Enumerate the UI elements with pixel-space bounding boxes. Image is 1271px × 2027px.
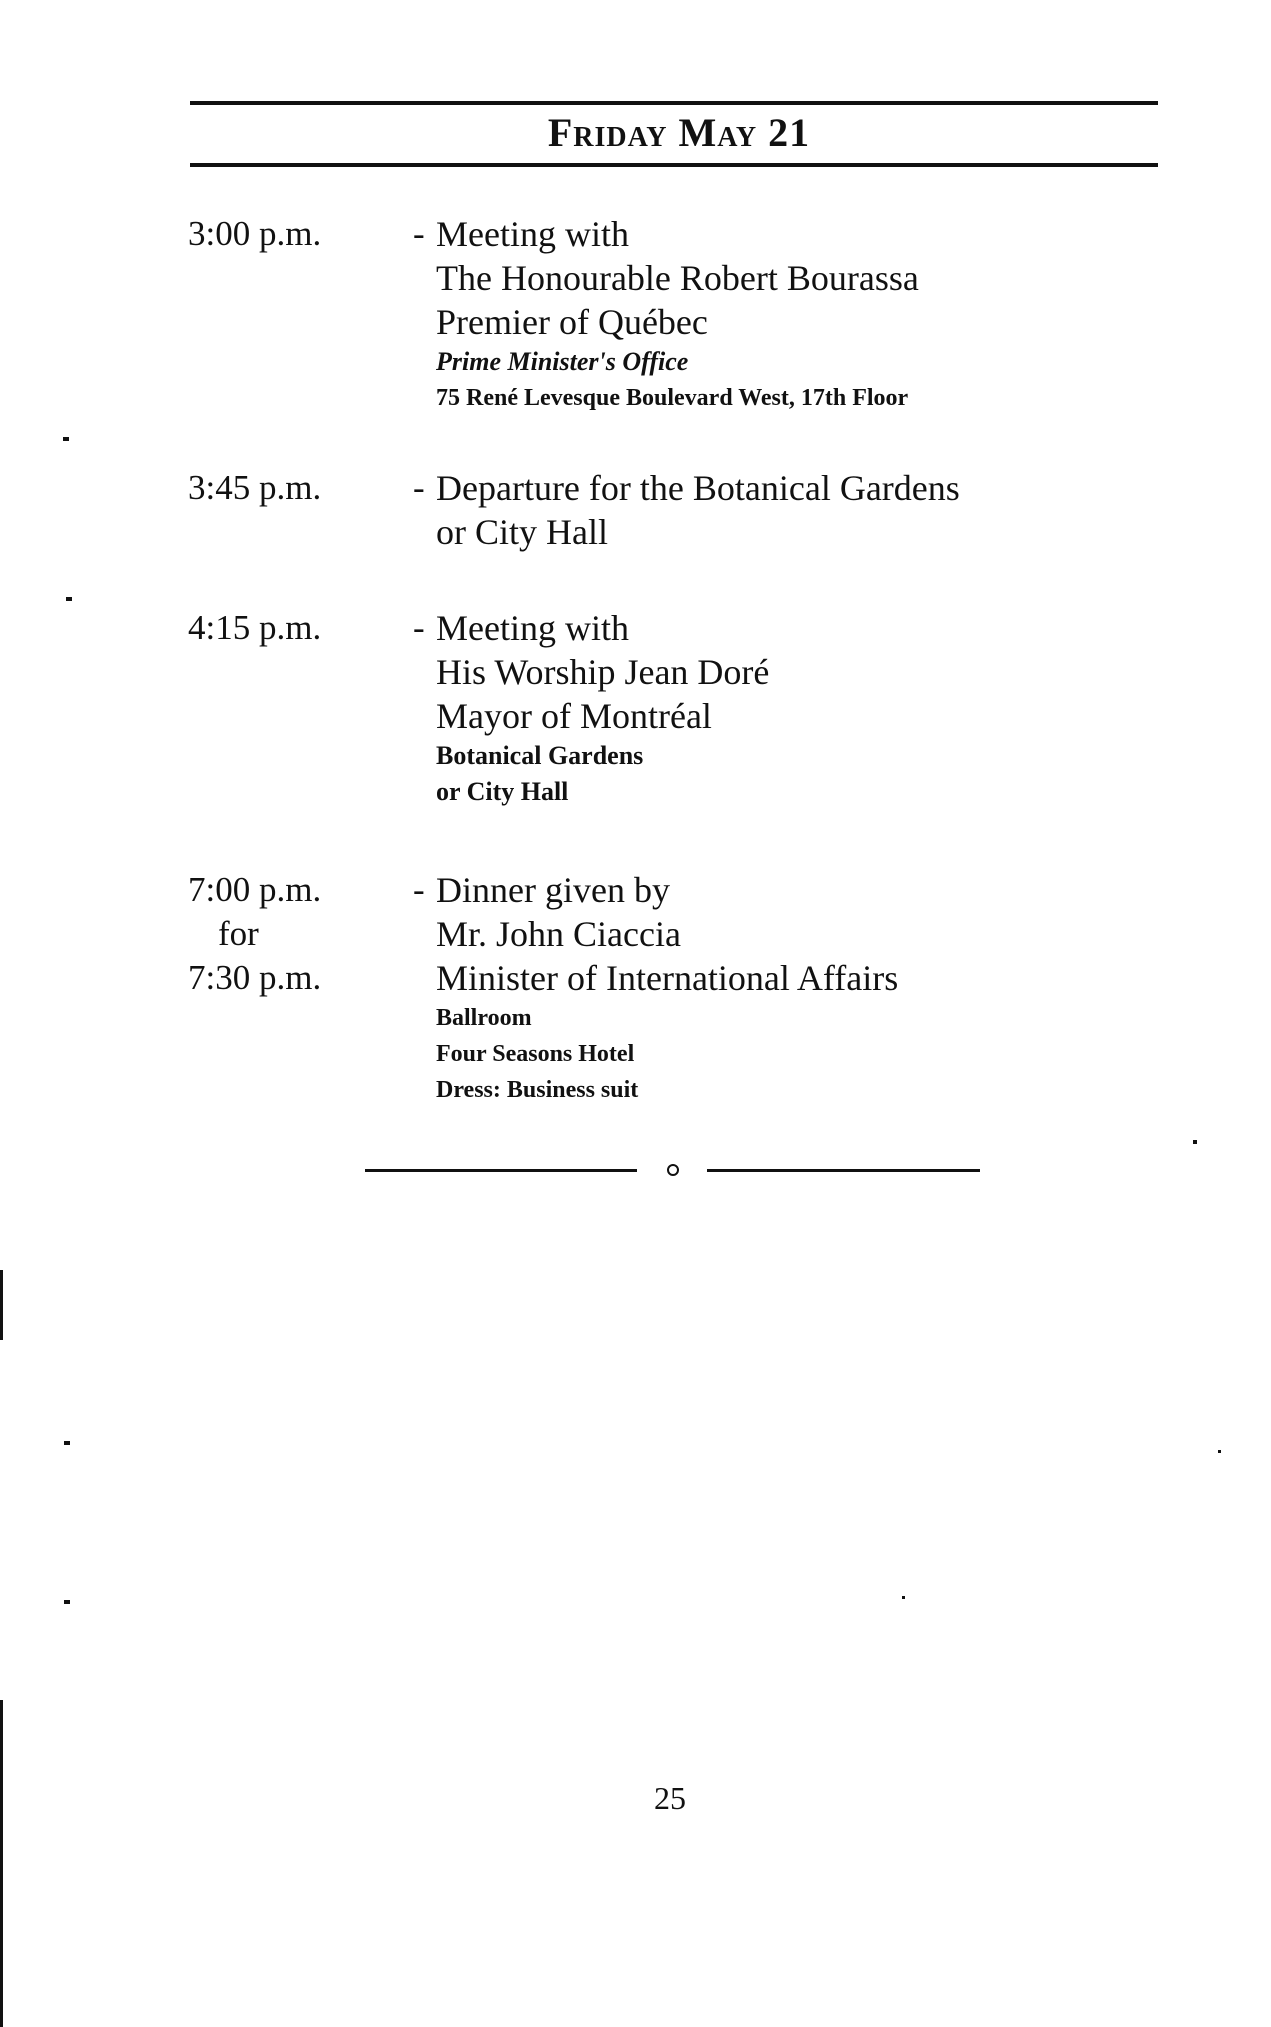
location-line: Four Seasons Hotel (436, 1041, 635, 1067)
event-line: Meeting with (436, 608, 629, 648)
time-label: 7:30 p.m. (188, 958, 322, 997)
event-line: Meeting with (436, 214, 629, 254)
header-top-rule (190, 101, 1158, 105)
ornament-right-rule (707, 1169, 980, 1172)
event-line: Mr. John Ciaccia (436, 914, 681, 954)
scan-speck (64, 1441, 70, 1445)
entry-dash: - (413, 870, 425, 909)
entry-time (188, 606, 408, 650)
entry-time (188, 212, 408, 256)
location-line: 75 René Levesque Boulevard West, 17th Floor (436, 385, 909, 411)
entry-dash: - (413, 468, 425, 507)
ornament-left-rule (365, 1169, 637, 1172)
entry-description (436, 606, 1196, 810)
scan-speck (63, 437, 69, 441)
entry-time (188, 466, 408, 510)
page-title: Friday May 21 (547, 110, 811, 155)
entry-time (188, 868, 408, 1000)
event-line: His Worship Jean Doré (436, 652, 770, 692)
entry-dash: - (413, 214, 425, 253)
event-line: The Honourable Robert Bourassa (436, 258, 919, 298)
event-line: or City Hall (436, 512, 608, 552)
location-line: Dress: Business suit (436, 1077, 639, 1103)
event-line: Minister of International Affairs (436, 958, 899, 998)
scan-speck (902, 1596, 905, 1599)
location-line: Prime Minister's Office (436, 347, 689, 376)
time-label: 3:45 p.m. (188, 468, 322, 507)
header-bottom-rule (190, 163, 1158, 167)
event-line: Departure for the Botanical Gardens (436, 468, 960, 508)
location-line: Ballroom (436, 1005, 532, 1031)
binding-edge-mark (0, 1700, 3, 2027)
time-label: 3:00 p.m. (188, 214, 322, 253)
time-label: 4:15 p.m. (188, 608, 322, 647)
event-line: Mayor of Montréal (436, 696, 712, 736)
time-label: 7:00 p.m. (188, 870, 322, 909)
scan-speck (1218, 1450, 1221, 1453)
event-line: Dinner given by (436, 870, 670, 910)
binding-edge-mark (0, 1270, 3, 1340)
ornament-center-dot-icon (667, 1164, 679, 1176)
entry-description (436, 868, 1196, 1108)
entry-description (436, 212, 1196, 416)
section-end-ornament (365, 1160, 980, 1180)
entry-dash: - (413, 608, 425, 647)
page-number: 25 (654, 1780, 686, 1816)
location-line: Botanical Gardens (436, 741, 644, 770)
scan-speck (64, 1600, 70, 1604)
entry-description (436, 466, 1196, 554)
scan-speck (1193, 1140, 1197, 1144)
scan-speck (66, 597, 72, 601)
time-connector: for (218, 914, 259, 953)
event-line: Premier of Québec (436, 302, 708, 342)
location-line: or City Hall (436, 777, 569, 806)
